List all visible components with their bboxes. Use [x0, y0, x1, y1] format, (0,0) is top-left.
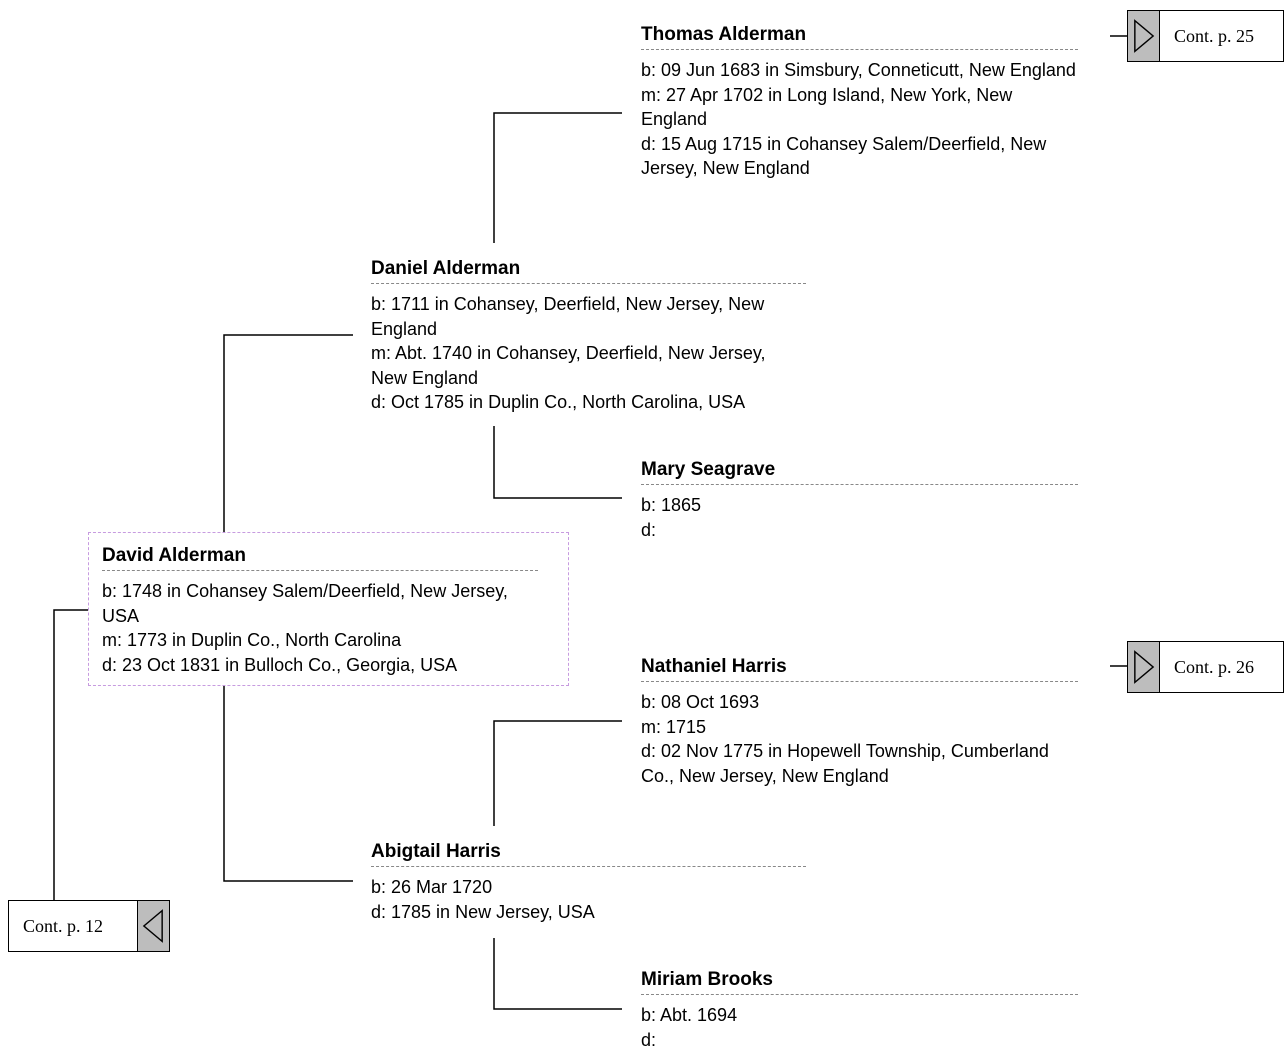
arrow-right-icon — [1128, 11, 1160, 61]
person-death: d: — [641, 518, 1078, 543]
person-death: d: — [641, 1028, 1078, 1052]
continuation-button-p26[interactable] — [1127, 641, 1284, 693]
connector-david-cont12 — [54, 610, 88, 900]
person-birth: b: 26 Mar 1720 — [371, 875, 806, 900]
person-death: d: 1785 in New Jersey, USA — [371, 900, 806, 925]
continuation-label: Cont. p. 26 — [1174, 642, 1254, 692]
person-name: Miriam Brooks — [641, 968, 1078, 995]
connector-daniel-mary — [494, 426, 622, 498]
person-birth: b: Abt. 1694 — [641, 1003, 1078, 1028]
continuation-button-p25[interactable] — [1127, 10, 1284, 62]
person-birth: b: 08 Oct 1693 — [641, 690, 1078, 715]
connector-david-abigtail — [224, 686, 353, 881]
person-marriage: m: 1715 — [641, 715, 1078, 740]
person-birth: b: 1711 in Cohansey, Deerfield, New Jersey, New England — [371, 292, 791, 341]
person-mary-seagrave[interactable] — [641, 458, 1078, 542]
person-marriage: m: 1773 in Duplin Co., North Carolina — [102, 628, 538, 653]
person-death: d: 15 Aug 1715 in Cohansey Salem/Deerfield, New Jersey, New England — [641, 132, 1078, 181]
person-name: Daniel Alderman — [371, 257, 806, 284]
person-name: Thomas Alderman — [641, 23, 1078, 50]
person-david-alderman[interactable] — [102, 544, 538, 677]
person-birth: b: 09 Jun 1683 in Simsbury, Conneticutt, New England — [641, 58, 1078, 83]
person-name: David Alderman — [102, 544, 538, 571]
person-nathaniel-harris[interactable] — [641, 655, 1078, 788]
person-daniel-alderman[interactable] — [371, 257, 806, 415]
person-name: Abigtail Harris — [371, 840, 806, 867]
arrow-right-icon — [1128, 642, 1160, 692]
connector-thomas-daniel — [494, 113, 622, 243]
connector-abigtail-miriam — [494, 938, 622, 1009]
person-death: d: 02 Nov 1775 in Hopewell Township, Cumberland Co., New Jersey, New England — [641, 739, 1061, 788]
person-name: Nathaniel Harris — [641, 655, 1078, 682]
person-marriage: m: 27 Apr 1702 in Long Island, New York, New England — [641, 83, 1078, 132]
continuation-button-p12[interactable] — [8, 900, 170, 952]
person-abigtail-harris[interactable] — [371, 840, 806, 924]
person-death: d: Oct 1785 in Duplin Co., North Carolina, USA — [371, 390, 806, 415]
person-death: d: 23 Oct 1831 in Bulloch Co., Georgia, USA — [102, 653, 538, 678]
connector-daniel-david — [224, 335, 353, 533]
continuation-label: Cont. p. 12 — [23, 901, 103, 951]
connector-nathaniel-abigtail — [494, 721, 622, 826]
person-birth: b: 1748 in Cohansey Salem/Deerfield, New Jersey, USA — [102, 579, 512, 628]
arrow-left-icon — [137, 901, 169, 951]
person-birth: b: 1865 — [641, 493, 1078, 518]
person-marriage: m: Abt. 1740 in Cohansey, Deerfield, New Jersey, New England — [371, 341, 806, 390]
person-thomas-alderman[interactable] — [641, 23, 1078, 181]
person-miriam-brooks[interactable] — [641, 968, 1078, 1052]
continuation-label: Cont. p. 25 — [1174, 11, 1254, 61]
person-name: Mary Seagrave — [641, 458, 1078, 485]
